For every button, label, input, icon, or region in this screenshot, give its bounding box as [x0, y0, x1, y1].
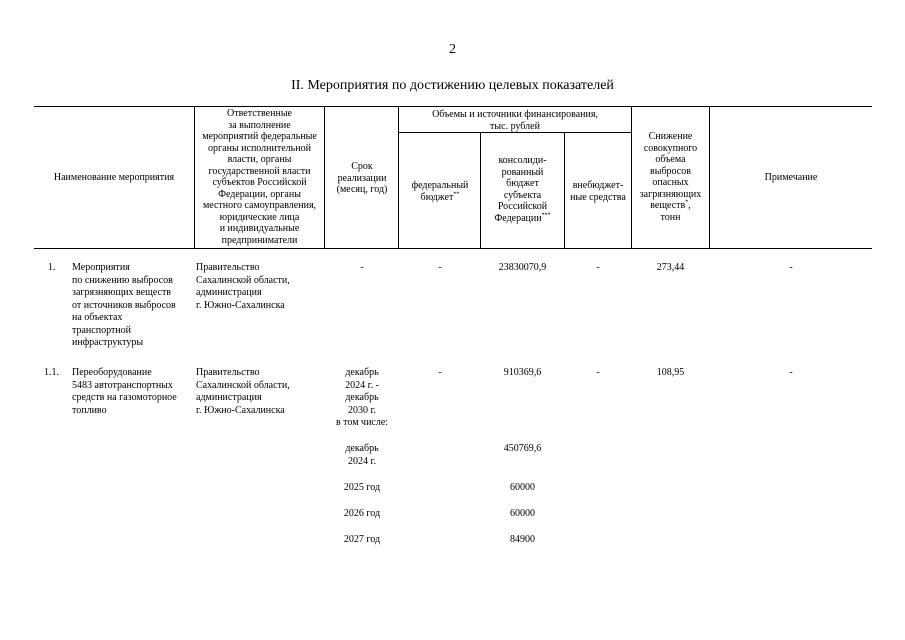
row-note: - — [789, 367, 793, 378]
row-reduction: 108,95 — [656, 367, 685, 378]
row-responsible: Правительство Сахалинской области, администрация г. Южно-Сахалинска — [196, 367, 290, 416]
header-term: Срок реализации (месяц, год) — [336, 161, 388, 195]
page-number: 2 — [449, 42, 456, 57]
row-name: Переоборудование 5483 автотранспортных средств на газомоторное топливо — [72, 367, 177, 416]
row-extrabudget: - — [596, 262, 600, 273]
row-federal: - — [438, 262, 442, 273]
header-bottom-border — [34, 248, 872, 249]
row-responsible: Правительство Сахалинской области, администрация г. Южно-Сахалинска — [196, 262, 290, 311]
row-term: декабрь 2024 г. - декабрь 2030 г. в том числе: — [335, 367, 389, 428]
subrow-term: 2026 год — [343, 508, 381, 519]
subrow-consolidated: 450769,6 — [503, 443, 542, 454]
row-extrabudget: - — [596, 367, 600, 378]
subrow-consolidated: 60000 — [510, 482, 535, 493]
financing-divider — [398, 132, 631, 133]
row-federal: - — [438, 367, 442, 378]
subrow-term: декабрь 2024 г. — [345, 443, 379, 467]
header-federal-budget: федеральный бюджет** — [411, 180, 469, 203]
section-title: II. Мероприятия по достижению целевых показателей — [291, 78, 614, 93]
row-term: - — [360, 262, 364, 273]
row-number: 1. — [48, 262, 56, 273]
subrow-term: 2027 год — [343, 534, 381, 545]
row-reduction: 273,44 — [656, 262, 685, 273]
header-name: Наименование мероприятия — [53, 172, 175, 183]
subrow-consolidated: 60000 — [510, 508, 535, 519]
header-reduction: Снижение совокупного объема выбросов опасных загрязняющих веществ*, тонн — [639, 131, 702, 223]
subrow-term: 2025 год — [343, 482, 381, 493]
header-consolidated-budget: консолиди- рованный бюджет субъекта Российской Федерации*** — [494, 155, 551, 224]
header-extrabudget: внебюджет- ные средства — [570, 180, 626, 203]
row-consolidated: 910369,6 — [503, 367, 542, 378]
table-top-border — [34, 106, 872, 107]
row-name: Мероприятия по снижению выбросов загрязняющих веществ от источников выбросов на объектах транспортной инфраструктуры — [72, 262, 176, 348]
subrow-consolidated: 84900 — [510, 534, 535, 545]
row-note: - — [789, 262, 793, 273]
header-responsible: Ответственные за выполнение мероприятий федеральные органы исполнительной власти, органы государственной власти субъектов Российской Федерации, органы местного самоуправления, юридические лица и индивидуальные предприниматели — [202, 108, 317, 246]
header-note: Примечание — [764, 172, 818, 183]
row-number: 1.1. — [44, 367, 59, 378]
header-financing: Объемы и источники финансирования, тыс. рублей — [432, 109, 598, 132]
col-divider — [194, 106, 195, 249]
col-divider — [324, 106, 325, 249]
row-consolidated: 23830070,9 — [498, 262, 547, 273]
